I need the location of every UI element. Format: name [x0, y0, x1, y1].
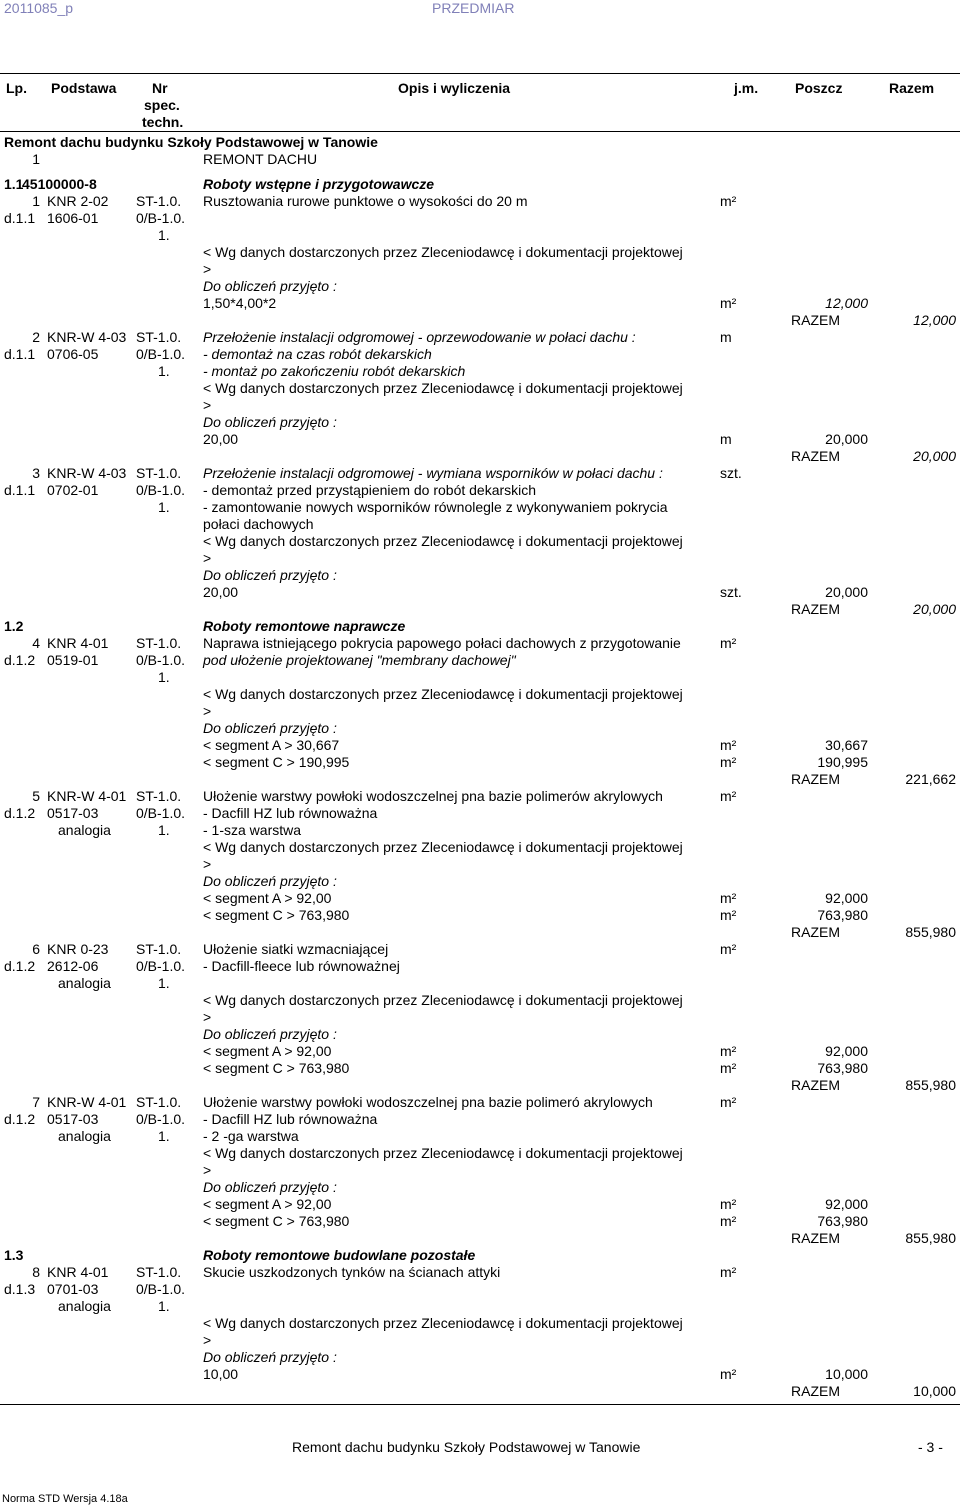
table-cell: RAZEM	[791, 771, 840, 787]
table-cell: 12,000	[913, 312, 956, 328]
table-cell: KNR 0-23	[47, 941, 109, 957]
table-cell: 0702-01	[47, 482, 99, 498]
table-cell: 0/B-1.0.	[136, 805, 186, 821]
table-cell: ST-1.0.	[136, 193, 182, 209]
table-cell: 1.3	[4, 1247, 24, 1263]
table-cell: - demontaż na czas robót dekarskich	[203, 346, 432, 362]
table-cell: >	[203, 703, 212, 719]
table-cell: KNR-W 4-03	[47, 329, 127, 345]
table-cell: Ułożenie warstwy powłoki wodoszczelnej pna bazie polimeró akrylowych	[203, 1094, 653, 1110]
table-cell: d.1.1	[4, 482, 36, 498]
table-cell: < segment C > 190,995	[203, 754, 350, 770]
table-cell: m²	[720, 295, 737, 311]
table-cell: m²	[720, 1366, 737, 1382]
table-cell: 20,000	[825, 431, 868, 447]
table-cell: 1.	[158, 227, 170, 243]
table-cell: m²	[720, 941, 737, 957]
table-cell: - Dacfill HZ lub równoważna	[203, 1111, 378, 1127]
table-cell: KNR 2-02	[47, 193, 109, 209]
table-cell: 0/B-1.0.	[136, 346, 186, 362]
table-cell: RAZEM	[791, 1230, 840, 1246]
table-cell: < Wg danych dostarczonych przez Zleceniodawcę i dokumentacji projektowej	[203, 380, 683, 396]
table-cell: analogia	[58, 1298, 111, 1314]
table-cell: - Dacfill-fleece lub równoważnej	[203, 958, 400, 974]
table-cell: 6	[32, 941, 40, 957]
table-cell: ST-1.0.	[136, 635, 182, 651]
table-cell: Do obliczeń przyjęto :	[203, 873, 337, 889]
table-cell: m²	[720, 193, 737, 209]
table-cell: ST-1.0.	[136, 788, 182, 804]
table-cell: < Wg danych dostarczonych przez Zleceniodawcę i dokumentacji projektowej	[203, 992, 683, 1008]
table-cell: d.1.1	[4, 210, 36, 226]
table-cell: RAZEM	[791, 1383, 840, 1399]
footer-page-number: - 3 -	[918, 1439, 943, 1455]
table-cell: < segment C > 763,980	[203, 1060, 350, 1076]
section-num: 1	[32, 151, 40, 167]
table-cell: RAZEM	[791, 1077, 840, 1093]
table-cell: ST-1.0.	[136, 465, 182, 481]
table-cell: Przełożenie instalacji odgromowej - oprzewodowanie w połaci dachu :	[203, 329, 636, 345]
table-cell: 20,000	[825, 584, 868, 600]
table-cell: Do obliczeń przyjęto :	[203, 1179, 337, 1195]
table-cell: Do obliczeń przyjęto :	[203, 567, 337, 583]
page-header-center: PRZEDMIAR	[432, 0, 515, 16]
table-cell: >	[203, 1009, 212, 1025]
table-cell: 1.	[158, 822, 170, 838]
footer-title: Remont dachu budynku Szkoły Podstawowej w Tanowie	[292, 1439, 641, 1455]
table-cell: ST-1.0.	[136, 1094, 182, 1110]
table-cell: 1.1	[4, 176, 24, 192]
table-cell: - 1-sza warstwa	[203, 822, 302, 838]
table-cell: pod ułożenie projektowanej "membrany dachowej"	[203, 652, 516, 668]
table-cell: m²	[720, 1043, 737, 1059]
table-cell: Roboty wstępne i przygotowawcze	[203, 176, 435, 192]
table-cell: m²	[720, 1196, 737, 1212]
table-cell: RAZEM	[791, 448, 840, 464]
table-cell: < segment C > 763,980	[203, 907, 350, 923]
table-cell: ST-1.0.	[136, 329, 182, 345]
table-cell: 0519-01	[47, 652, 99, 668]
table-cell: m²	[720, 890, 737, 906]
table-cell: < Wg danych dostarczonych przez Zleceniodawcę i dokumentacji projektowej	[203, 244, 683, 260]
table-cell: 20,000	[913, 448, 956, 464]
table-cell: Do obliczeń przyjęto :	[203, 278, 337, 294]
table-cell: 1.	[158, 975, 170, 991]
table-cell: 7	[32, 1094, 40, 1110]
table-cell: 855,980	[905, 1077, 956, 1093]
table-cell: RAZEM	[791, 601, 840, 617]
table-cell: < segment A > 92,00	[203, 1043, 332, 1059]
table-cell: m²	[720, 1264, 737, 1280]
table-cell: m²	[720, 1094, 737, 1110]
table-cell: ST-1.0.	[136, 1264, 182, 1280]
table-cell: 45100000-8	[22, 176, 97, 192]
table-bottom-rule	[0, 1404, 960, 1405]
table-cell: < segment A > 92,00	[203, 890, 332, 906]
table-cell: >	[203, 856, 212, 872]
table-cell: d.1.2	[4, 958, 36, 974]
table-cell: ST-1.0.	[136, 941, 182, 957]
table-cell: 763,980	[817, 1060, 868, 1076]
table-cell: < segment C > 763,980	[203, 1213, 350, 1229]
table-cell: d.1.1	[4, 346, 36, 362]
table-cell: - montaż po zakończeniu robót dekarskich	[203, 363, 466, 379]
table-cell: 0517-03	[47, 805, 99, 821]
table-cell: analogia	[58, 1128, 111, 1144]
table-cell: >	[203, 1162, 212, 1178]
table-cell: 190,995	[817, 754, 868, 770]
table-cell: - demontaż przed przystąpieniem do robót dekarskich	[203, 482, 537, 498]
table-cell: RAZEM	[791, 924, 840, 940]
table-cell: szt.	[720, 584, 742, 600]
table-cell: 1.	[158, 1298, 170, 1314]
table-cell: połaci dachowych	[203, 516, 314, 532]
table-cell: m²	[720, 1213, 737, 1229]
table-cell: 855,980	[905, 924, 956, 940]
table-cell: Ułożenie siatki wzmacniającej	[203, 941, 389, 957]
table-cell: 1,50*4,00*2	[203, 295, 277, 311]
table-cell: < Wg danych dostarczonych przez Zleceniodawcę i dokumentacji projektowej	[203, 533, 683, 549]
table-cell: KNR 4-01	[47, 635, 109, 651]
table-cell: Rusztowania rurowe punktowe o wysokości do 20 m	[203, 193, 528, 209]
table-cell: m²	[720, 635, 737, 651]
table-cell: >	[203, 550, 212, 566]
table-cell: 3	[32, 465, 40, 481]
col-jm: j.m.	[734, 80, 759, 96]
table-cell: 1.	[158, 499, 170, 515]
table-cell: szt.	[720, 465, 742, 481]
table-cell: 10,000	[825, 1366, 868, 1382]
table-cell: 855,980	[905, 1230, 956, 1246]
table-cell: < segment A > 92,00	[203, 1196, 332, 1212]
table-cell: Ułożenie warstwy powłoki wodoszczelnej pna bazie polimerów akrylowych	[203, 788, 663, 804]
table-cell: < Wg danych dostarczonych przez Zleceniodawcę i dokumentacji projektowej	[203, 1315, 683, 1331]
table-cell: Skucie uszkodzonych tynków na ścianach attyki	[203, 1264, 501, 1280]
table-cell: < Wg danych dostarczonych przez Zleceniodawcę i dokumentacji projektowej	[203, 839, 683, 855]
table-cell: Do obliczeń przyjęto :	[203, 414, 337, 430]
table-cell: >	[203, 1332, 212, 1348]
table-cell: 0701-03	[47, 1281, 99, 1297]
table-cell: KNR-W 4-01	[47, 1094, 127, 1110]
table-cell: >	[203, 397, 212, 413]
page-header-left: 2011085_p	[4, 0, 74, 16]
table-cell: 1	[32, 193, 40, 209]
col-lp: Lp.	[6, 80, 27, 96]
table-cell: 10,000	[913, 1383, 956, 1399]
table-cell: < segment A > 30,667	[203, 737, 340, 753]
table-cell: Do obliczeń przyjęto :	[203, 1349, 337, 1365]
col-razem: Razem	[889, 80, 935, 96]
table-cell: - zamontowanie nowych wsporników równolegle z wykonywaniem pokrycia	[203, 499, 668, 515]
table-cell: < Wg danych dostarczonych przez Zleceniodawcę i dokumentacji projektowej	[203, 686, 683, 702]
table-cell: d.1.2	[4, 805, 36, 821]
project-title: Remont dachu budynku Szkoły Podstawowej w Tanowie	[4, 134, 378, 150]
table-cell: KNR 4-01	[47, 1264, 109, 1280]
table-cell: 92,000	[825, 890, 868, 906]
table-cell: 8	[32, 1264, 40, 1280]
table-cell: 1606-01	[47, 210, 99, 226]
footer-software: Norma STD Wersja 4.18a	[2, 1493, 128, 1505]
col-techn: techn.	[142, 114, 184, 130]
table-cell: 1.	[158, 363, 170, 379]
col-spec: spec.	[144, 97, 180, 113]
table-cell: 0/B-1.0.	[136, 958, 186, 974]
table-cell: 0706-05	[47, 346, 99, 362]
table-cell: < Wg danych dostarczonych przez Zleceniodawcę i dokumentacji projektowej	[203, 1145, 683, 1161]
table-cell: 30,667	[825, 737, 868, 753]
table-cell: m²	[720, 788, 737, 804]
table-cell: 0/B-1.0.	[136, 482, 186, 498]
table-cell: 1.	[158, 1128, 170, 1144]
table-cell: 20,00	[203, 431, 239, 447]
table-cell: d.1.2	[4, 652, 36, 668]
table-cell: analogia	[58, 822, 111, 838]
table-cell: - Dacfill HZ lub równoważna	[203, 805, 378, 821]
table-cell: d.1.3	[4, 1281, 36, 1297]
table-cell: m²	[720, 907, 737, 923]
col-opis: Opis i wyliczenia	[398, 80, 511, 96]
table-cell: analogia	[58, 975, 111, 991]
table-cell: 1.	[158, 669, 170, 685]
table-cell: Naprawa istniejącego pokrycia papowego połaci dachowych z przygotowanie	[203, 635, 681, 651]
table-cell: m²	[720, 737, 737, 753]
table-cell: 2612-06	[47, 958, 99, 974]
table-cell: Roboty remontowe naprawcze	[203, 618, 406, 634]
table-cell: 221,662	[905, 771, 956, 787]
section-name: REMONT DACHU	[203, 151, 318, 167]
table-cell: 0/B-1.0.	[136, 1281, 186, 1297]
table-cell: 0/B-1.0.	[136, 1111, 186, 1127]
col-nr: Nr	[152, 80, 168, 96]
table-cell: 5	[32, 788, 40, 804]
table-cell: 20,000	[913, 601, 956, 617]
table-cell: KNR-W 4-01	[47, 788, 127, 804]
table-cell: d.1.2	[4, 1111, 36, 1127]
table-cell: m	[720, 329, 732, 345]
table-cell: KNR-W 4-03	[47, 465, 127, 481]
table-cell: 92,000	[825, 1196, 868, 1212]
table-cell: 20,00	[203, 584, 239, 600]
table-cell: m²	[720, 754, 737, 770]
table-cell: 0517-03	[47, 1111, 99, 1127]
table-cell: Przełożenie instalacji odgromowej - wymiana wsporników w połaci dachu :	[203, 465, 663, 481]
table-cell: 1.2	[4, 618, 24, 634]
table-cell: 0/B-1.0.	[136, 652, 186, 668]
col-poszcz: Poszcz	[795, 80, 843, 96]
table-cell: 12,000	[825, 295, 868, 311]
table-cell: m	[720, 431, 732, 447]
table-cell: - 2 -ga warstwa	[203, 1128, 299, 1144]
table-cell: 92,000	[825, 1043, 868, 1059]
table-cell: 763,980	[817, 907, 868, 923]
table-cell: 2	[32, 329, 40, 345]
table-cell: 0/B-1.0.	[136, 210, 186, 226]
table-cell: Do obliczeń przyjęto :	[203, 1026, 337, 1042]
table-cell: 4	[32, 635, 40, 651]
table-cell: RAZEM	[791, 312, 840, 328]
table-cell: Roboty remontowe budowlane pozostałe	[203, 1247, 476, 1263]
table-cell: Do obliczeń przyjęto :	[203, 720, 337, 736]
table-cell: 10,00	[203, 1366, 239, 1382]
col-podstawa: Podstawa	[51, 80, 117, 96]
table-cell: m²	[720, 1060, 737, 1076]
table-cell: >	[203, 261, 212, 277]
table-cell: 763,980	[817, 1213, 868, 1229]
